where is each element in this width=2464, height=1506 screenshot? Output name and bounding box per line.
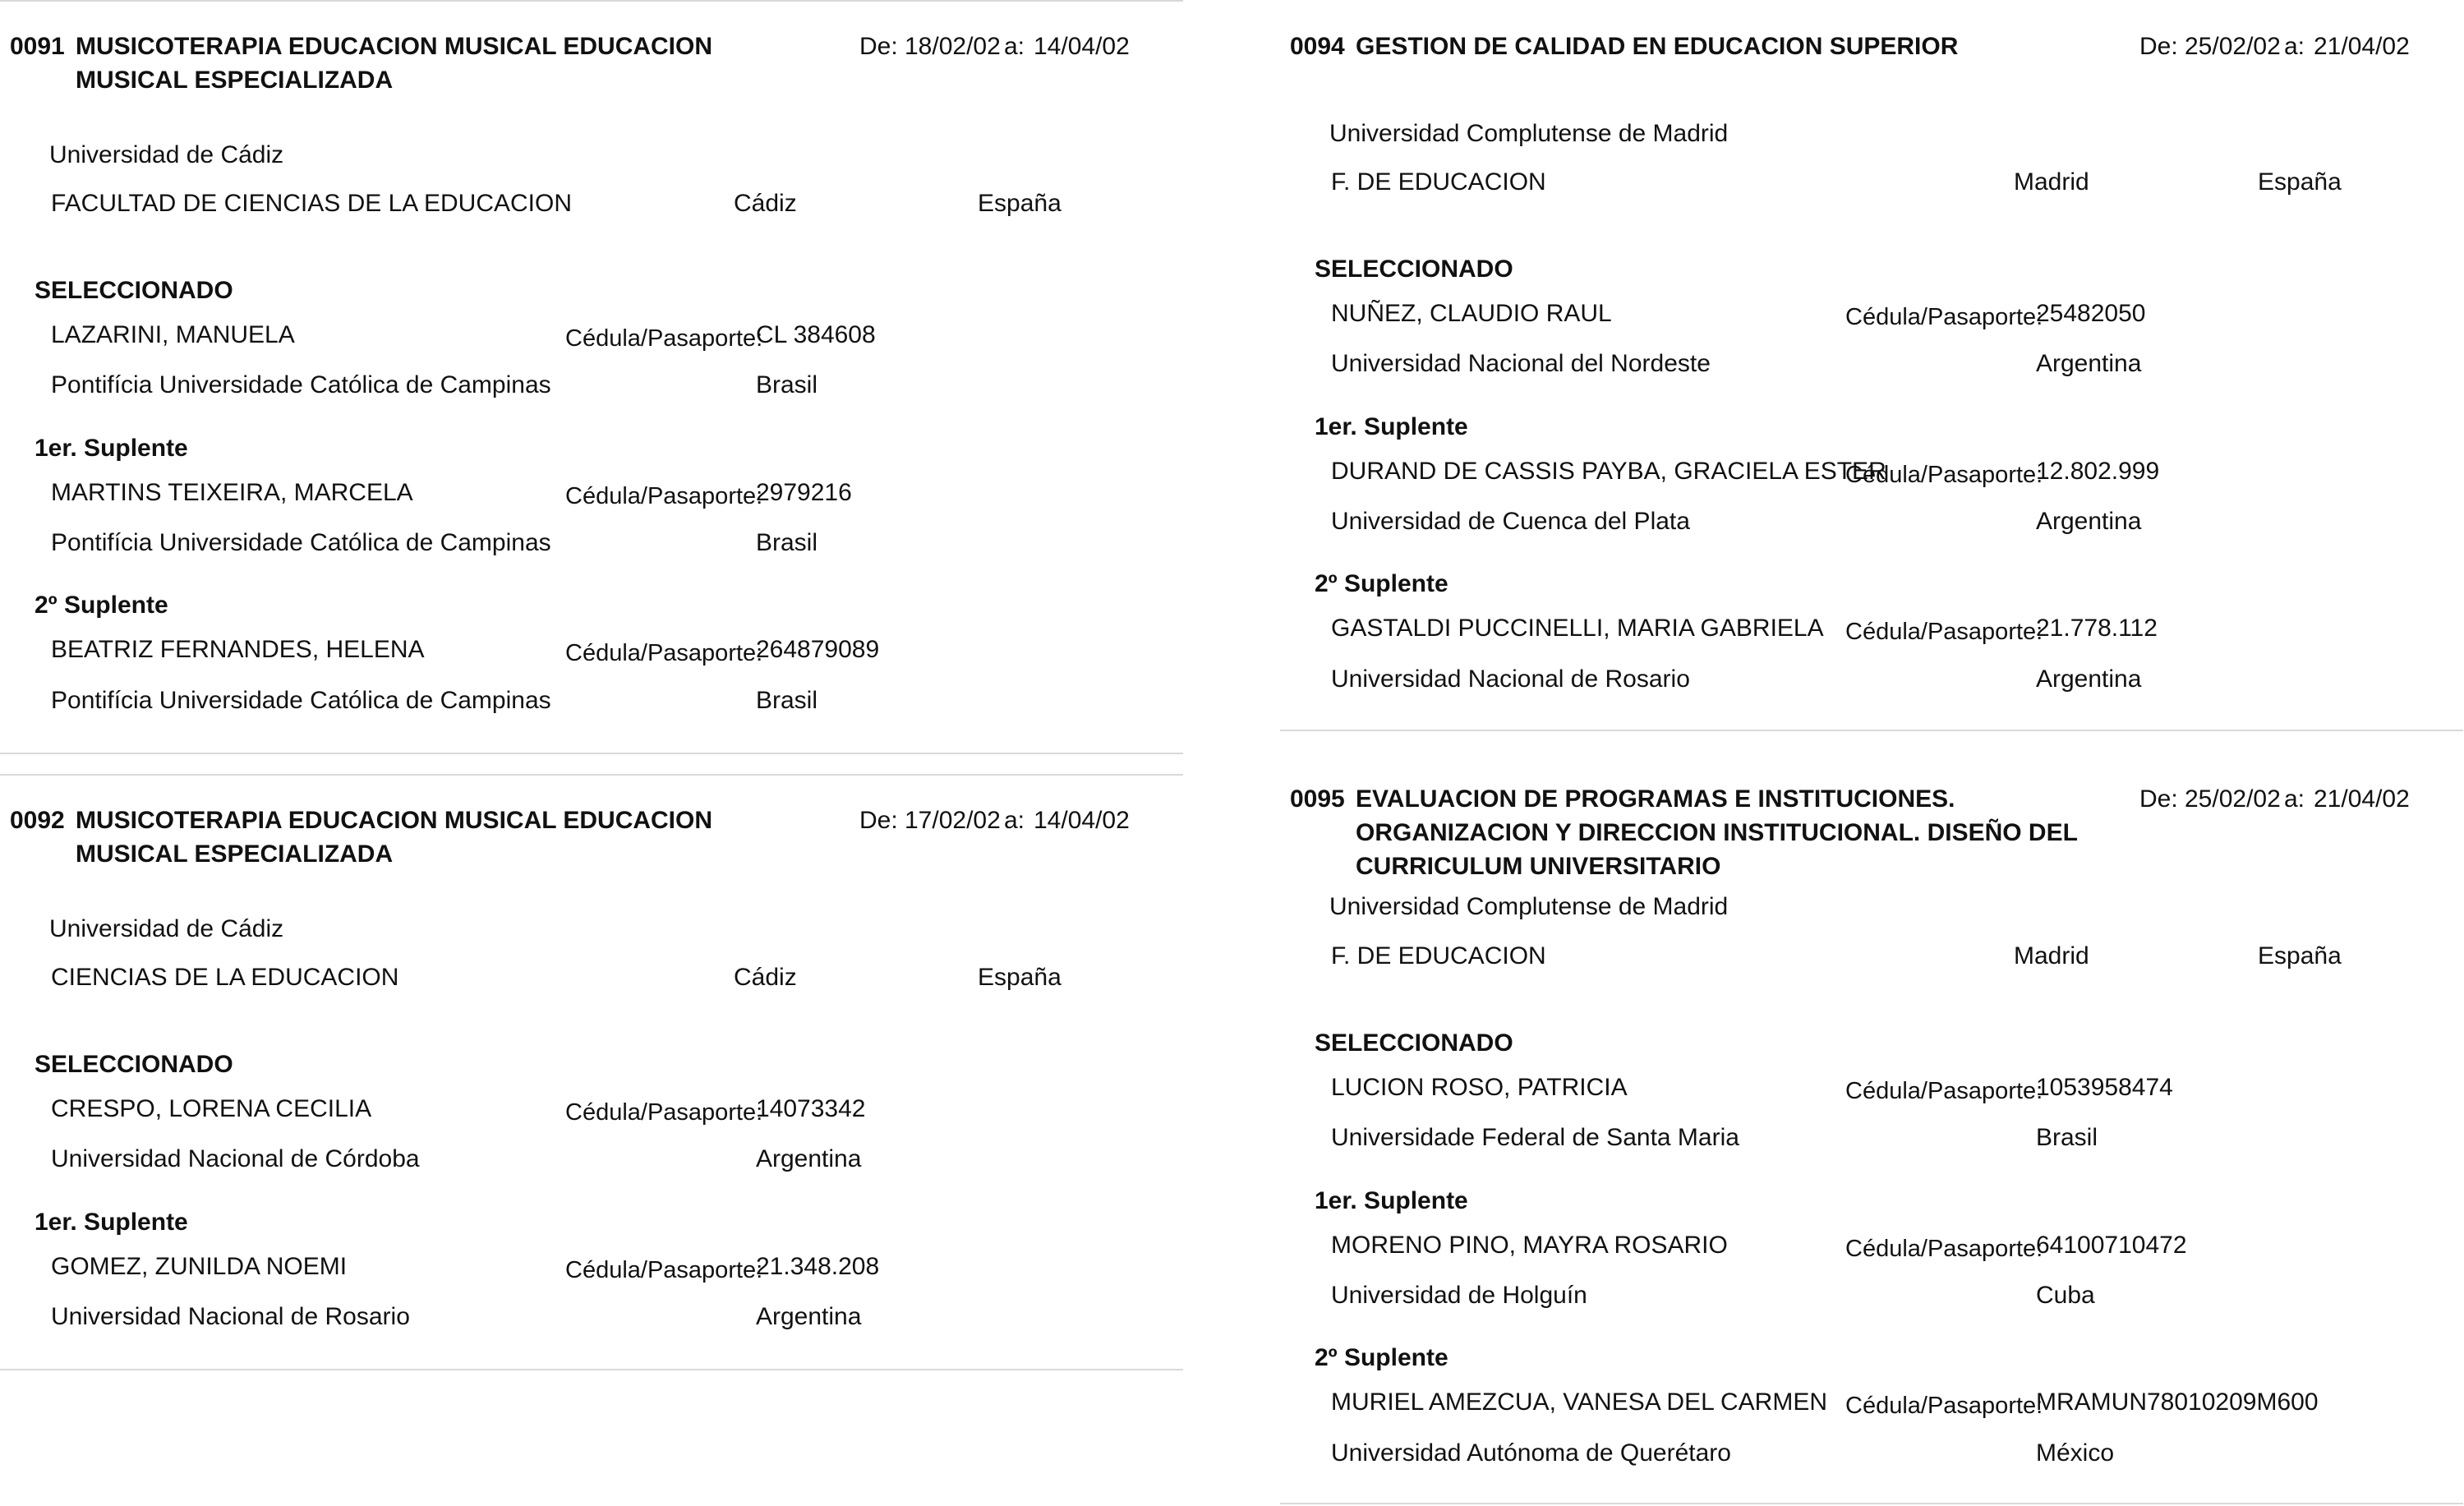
id-label: Cédula/Pasaporte: xyxy=(1845,619,2043,645)
candidate-id: MRAMUN78010209M600 xyxy=(2036,1389,2319,1416)
id-label: Cédula/Pasaporte: xyxy=(565,1099,763,1126)
record-code: 0094 xyxy=(1290,33,1345,60)
candidate-role: SELECCIONADO xyxy=(35,1051,233,1078)
bottom-rule xyxy=(1280,1503,2463,1504)
date-to-label: a: xyxy=(2284,785,2305,813)
candidate-name: DURAND DE CASSIS PAYBA, GRACIELA ESTER xyxy=(1331,458,1886,485)
candidate-id: 12.802.999 xyxy=(2036,458,2160,485)
host-city: Madrid xyxy=(2014,168,2089,196)
candidate-country: Argentina xyxy=(2036,350,2142,377)
candidate-id: 1053958474 xyxy=(2036,1074,2173,1101)
date-to: 21/04/02 xyxy=(2314,33,2410,60)
candidate-role: SELECCIONADO xyxy=(35,277,233,304)
candidate-id: 14073342 xyxy=(756,1095,866,1122)
date-from: 25/02/02 xyxy=(2185,785,2281,813)
candidate-institution: Universidad Nacional de Córdoba xyxy=(51,1145,420,1172)
record-title: EVALUACION DE PROGRAMAS E INSTITUCIONES. ORGANIZACION Y DIRECCION INSTITUCIONAL. DISEÑO DEL CURRICULUM UNIVERSITARIO xyxy=(1356,785,2078,880)
date-to: 21/04/02 xyxy=(2314,785,2410,813)
host-university: Universidad Complutense de Madrid xyxy=(1329,893,1729,920)
top-rule xyxy=(0,0,1183,2)
record-title: MUSICOTERAPIA EDUCACION MUSICAL EDUCACION MUSICAL ESPECIALIZADA xyxy=(76,807,713,868)
candidate-country: Brasil xyxy=(756,529,818,556)
candidate-role: 1er. Suplente xyxy=(35,1209,188,1236)
date-from-label: De: xyxy=(859,807,898,834)
candidate-institution: Universidad Nacional de Rosario xyxy=(1331,665,1690,693)
date-to-label: a: xyxy=(1004,807,1025,834)
candidate-institution: Universidad de Cuenca del Plata xyxy=(1331,508,1690,535)
bottom-rule xyxy=(0,1369,1183,1370)
id-label: Cédula/Pasaporte: xyxy=(565,640,763,666)
host-country: España xyxy=(978,190,1062,217)
candidate-institution: Pontifícia Universidade Católica de Campinas xyxy=(51,529,551,556)
date-to: 14/04/02 xyxy=(1034,33,1130,60)
id-label: Cédula/Pasaporte: xyxy=(1845,1078,2043,1104)
candidate-id: 25482050 xyxy=(2036,300,2146,327)
candidate-id: 64100710472 xyxy=(2036,1232,2187,1259)
date-from: 18/02/02 xyxy=(905,33,1001,60)
record-code: 0092 xyxy=(10,807,65,834)
candidate-name: BEATRIZ FERNANDES, HELENA xyxy=(51,636,425,663)
candidate-name: GASTALDI PUCCINELLI, MARIA GABRIELA xyxy=(1331,615,1824,642)
id-label: Cédula/Pasaporte: xyxy=(565,325,763,352)
candidate-country: Argentina xyxy=(2036,665,2142,693)
candidate-role: 1er. Suplente xyxy=(1315,413,1468,440)
record-0092 xyxy=(0,774,1183,1374)
host-city: Cádiz xyxy=(734,190,797,217)
record-title: GESTION DE CALIDAD EN EDUCACION SUPERIOR xyxy=(1356,33,1959,60)
candidate-country: Cuba xyxy=(2036,1282,2095,1309)
date-from-label: De: xyxy=(859,33,898,60)
candidate-id: 21.778.112 xyxy=(2036,615,2158,642)
candidate-name: MURIEL AMEZCUA, VANESA DEL CARMEN xyxy=(1331,1389,1828,1416)
candidate-id: 21.348.208 xyxy=(756,1253,880,1280)
candidate-name: CRESPO, LORENA CECILIA xyxy=(51,1095,372,1122)
record-code: 0095 xyxy=(1290,785,1345,813)
candidate-name: MORENO PINO, MAYRA ROSARIO xyxy=(1331,1232,1728,1259)
bottom-rule xyxy=(1280,730,2463,731)
candidate-name: MARTINS TEIXEIRA, MARCELA xyxy=(51,479,413,506)
record-title: MUSICOTERAPIA EDUCACION MUSICAL EDUCACION MUSICAL ESPECIALIZADA xyxy=(76,33,713,94)
candidate-institution: Universidad Autónoma de Querétaro xyxy=(1331,1439,1731,1467)
id-label: Cédula/Pasaporte: xyxy=(565,483,763,509)
candidate-id: CL 384608 xyxy=(756,321,876,348)
record-0094 xyxy=(1280,0,2463,739)
candidate-role: 2º Suplente xyxy=(35,592,168,619)
record-code: 0091 xyxy=(10,33,65,60)
host-faculty: FACULTAD DE CIENCIAS DE LA EDUCACION xyxy=(51,190,573,217)
host-faculty: CIENCIAS DE LA EDUCACION xyxy=(51,964,399,991)
host-faculty: F. DE EDUCACION xyxy=(1331,168,1546,196)
date-from: 17/02/02 xyxy=(905,807,1001,834)
id-label: Cédula/Pasaporte: xyxy=(1845,1393,2043,1419)
candidate-country: México xyxy=(2036,1439,2115,1467)
host-country: España xyxy=(2258,942,2342,969)
host-country: España xyxy=(978,964,1062,991)
record-0095 xyxy=(1280,774,2463,1506)
date-to: 14/04/02 xyxy=(1034,807,1130,834)
candidate-id: 2979216 xyxy=(756,479,852,506)
candidate-country: Argentina xyxy=(756,1145,862,1172)
id-label: Cédula/Pasaporte: xyxy=(1845,304,2043,330)
candidate-id: 264879089 xyxy=(756,636,880,663)
host-city: Madrid xyxy=(2014,942,2089,969)
candidate-institution: Universidad de Holguín xyxy=(1331,1282,1587,1309)
candidate-country: Argentina xyxy=(756,1303,862,1330)
host-university: Universidad de Cádiz xyxy=(49,141,284,168)
candidate-institution: Pontifícia Universidade Católica de Campinas xyxy=(51,687,551,714)
date-from-label: De: xyxy=(2139,785,2178,813)
candidate-role: SELECCIONADO xyxy=(1315,1029,1513,1057)
host-faculty: F. DE EDUCACION xyxy=(1331,942,1546,969)
candidate-name: GOMEZ, ZUNILDA NOEMI xyxy=(51,1253,348,1280)
id-label: Cédula/Pasaporte: xyxy=(565,1257,763,1283)
candidate-role: 2º Suplente xyxy=(1315,1344,1448,1371)
candidate-role: SELECCIONADO xyxy=(1315,256,1513,283)
candidate-institution: Pontifícia Universidade Católica de Campinas xyxy=(51,371,551,398)
candidate-role: 1er. Suplente xyxy=(35,435,188,462)
host-university: Universidad Complutense de Madrid xyxy=(1329,120,1729,147)
date-from-label: De: xyxy=(2139,33,2178,60)
candidate-name: NUÑEZ, CLAUDIO RAUL xyxy=(1331,300,1612,327)
id-label: Cédula/Pasaporte: xyxy=(1845,1236,2043,1262)
top-rule xyxy=(0,774,1183,776)
date-to-label: a: xyxy=(1004,33,1025,60)
host-university: Universidad de Cádiz xyxy=(49,915,284,942)
id-label: Cédula/Pasaporte: xyxy=(1845,462,2043,488)
candidate-institution: Universidade Federal de Santa Maria xyxy=(1331,1124,1739,1151)
date-to-label: a: xyxy=(2284,33,2305,60)
candidate-role: 2º Suplente xyxy=(1315,570,1448,597)
candidate-country: Brasil xyxy=(756,371,818,398)
record-0091 xyxy=(0,0,1183,756)
candidate-country: Brasil xyxy=(2036,1124,2098,1151)
candidate-role: 1er. Suplente xyxy=(1315,1187,1468,1214)
candidate-institution: Universidad Nacional de Rosario xyxy=(51,1303,410,1330)
candidate-country: Argentina xyxy=(2036,508,2142,535)
date-from: 25/02/02 xyxy=(2185,33,2281,60)
candidate-country: Brasil xyxy=(756,687,818,714)
candidate-name: LUCION ROSO, PATRICIA xyxy=(1331,1074,1628,1101)
candidate-name: LAZARINI, MANUELA xyxy=(51,321,295,348)
candidate-institution: Universidad Nacional del Nordeste xyxy=(1331,350,1711,377)
host-city: Cádiz xyxy=(734,964,797,991)
host-country: España xyxy=(2258,168,2342,196)
bottom-rule xyxy=(0,753,1183,754)
